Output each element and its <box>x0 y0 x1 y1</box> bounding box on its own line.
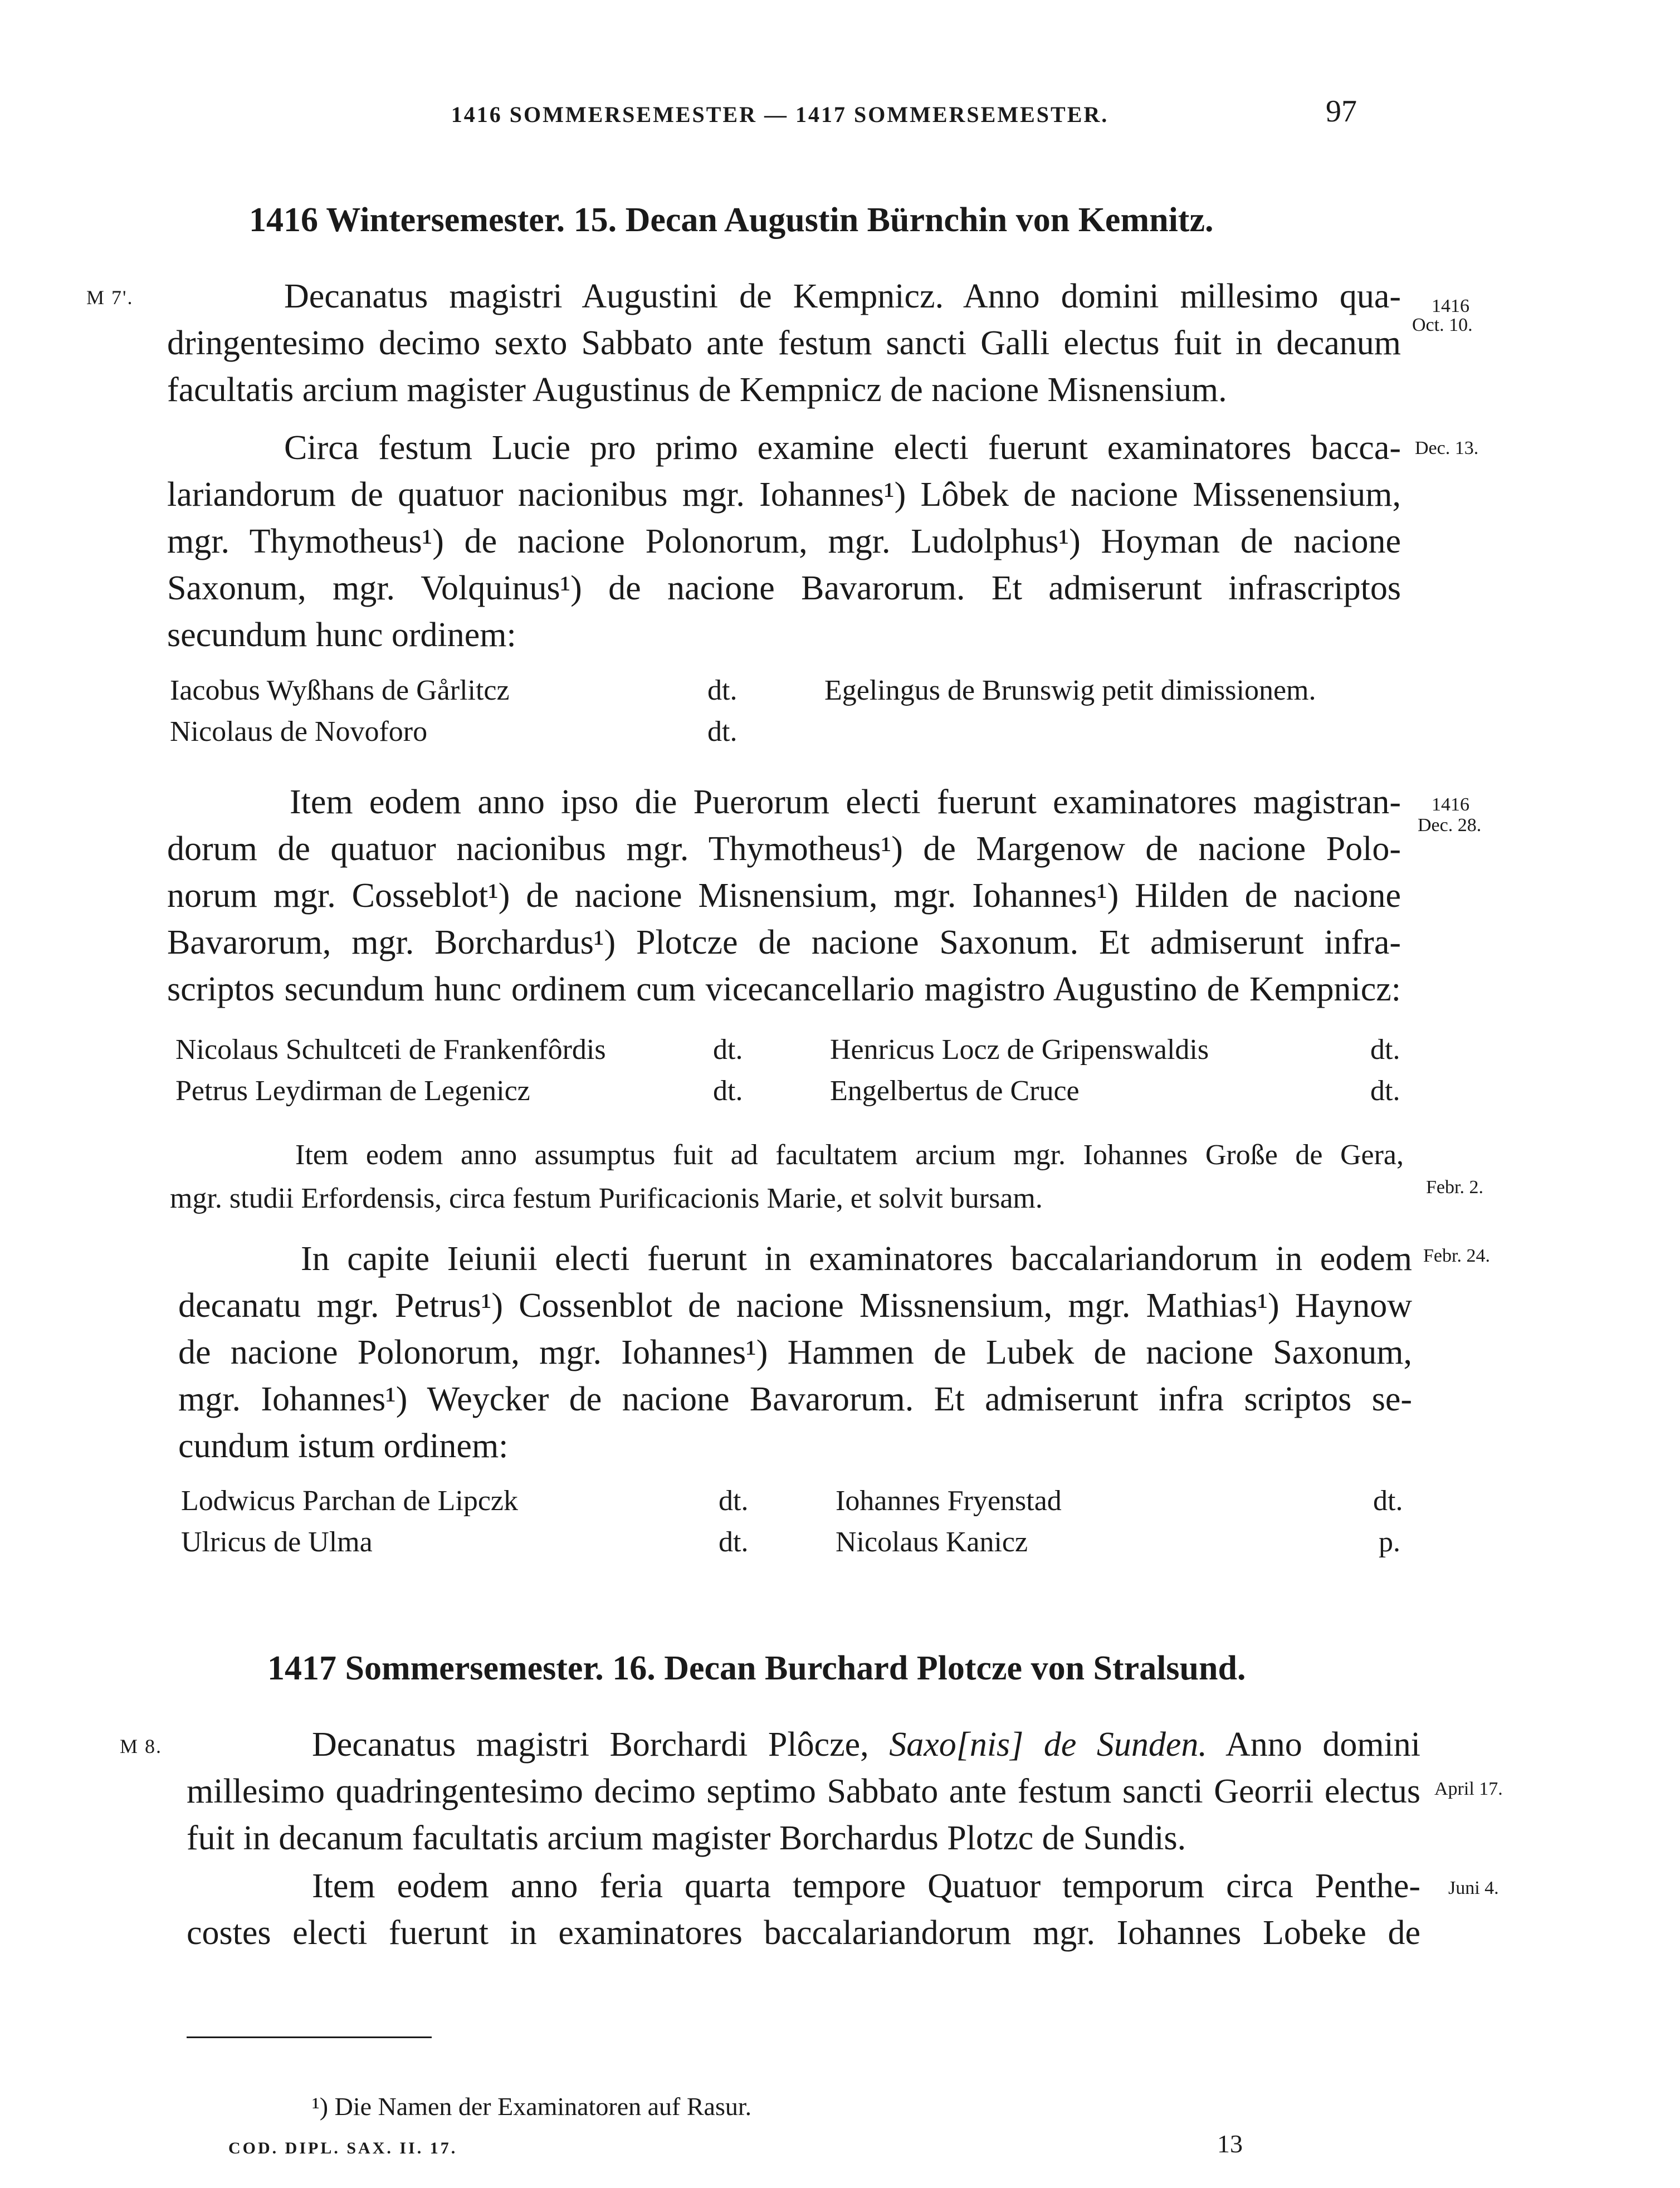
footer-sheet-number: 13 <box>1217 2130 1243 2158</box>
roster-magistri-1 <box>175 1033 1423 1116</box>
margin-date-juni4: Juni 4. <box>1448 1878 1499 1898</box>
text-line: mgr. Thymotheus¹) de nacione Polonorum, mgr. Ludolphus¹) Hoyman de nacione <box>167 522 1401 560</box>
roster-row <box>170 674 1418 715</box>
roster-name-2: Nicolaus Kanicz <box>836 1526 1028 1558</box>
margin-date-febr24: Febr. 24. <box>1423 1246 1490 1266</box>
roster-name: Nicolaus Schultceti de Frankenfôrdis <box>175 1034 606 1066</box>
paragraph-decanatus-borchardi <box>187 1721 1420 1862</box>
margin-date-oct10: Oct. 10. <box>1412 315 1473 335</box>
text-line: norum mgr. Cosseblot¹) de nacione Misnensium, mgr. Iohannes¹) Hilden de nacione <box>167 877 1401 915</box>
paragraph-circa-festum-lucie <box>167 424 1401 658</box>
text-line: Decanatus magistri Augustini de Kempnicz. Anno domini millesimo qua- <box>284 277 1401 315</box>
roster-baccalarii-2 <box>181 1484 1429 1567</box>
text-line: lariandorum de quatuor nacionibus mgr. Iohannes¹) Lôbek de nacione Missenensium, <box>167 476 1401 514</box>
roster-row <box>175 1033 1423 1075</box>
text-line: mgr. studii Erfordensis, circa festum Purificacionis Marie, et solvit bursam. <box>170 1183 1043 1214</box>
text-line <box>187 1721 1420 1768</box>
roster-row <box>181 1526 1429 1567</box>
roster-mark-2: dt. <box>1373 1485 1403 1517</box>
roster-name-2: Egelingus de Brunswig petit dimissionem. <box>824 675 1316 706</box>
note-assumptus-grosse <box>170 1134 1404 1220</box>
text-line: secundum hunc ordinem: <box>167 616 516 654</box>
margin-ref-m8: M 8. <box>120 1735 163 1757</box>
section-heading-1416: 1416 Wintersemester. 15. Decan Augustin Bürnchin von Kemnitz. <box>249 201 1214 239</box>
roster-row <box>170 715 1418 756</box>
text-line: Item eodem anno ipso die Puerorum electi fuerunt examinatores magistran- <box>290 783 1401 821</box>
text-line: Circa festum Lucie pro primo examine electi fuerunt examinatores bacca- <box>284 429 1401 467</box>
footnote-rule <box>187 2036 432 2038</box>
footnote: ¹) Die Namen der Examinatoren auf Rasur. <box>312 2092 752 2121</box>
text-span-italic: Saxo[nis] de Sunden. <box>889 1726 1207 1764</box>
roster-name: Nicolaus de Novoforo <box>170 716 428 748</box>
roster-name-2: Engelbertus de Cruce <box>830 1075 1080 1107</box>
text-line: facultatis arcium magister Augustinus de Kempnicz de nacione Misnensium. <box>167 371 1227 409</box>
text-line: millesimo quadringentesimo decimo septimo Sabbato ante festum sancti Georrii electus <box>187 1772 1420 1810</box>
margin-ref-m7: M 7'. <box>86 286 134 309</box>
text-line: de nacione Polonorum, mgr. Iohannes¹) Hammen de Lubek de nacione Saxonum, <box>178 1334 1412 1371</box>
paragraph-die-puerorum <box>167 779 1401 1013</box>
text-line: fuit in decanum facultatis arcium magister Borchardus Plotzc de Sundis. <box>187 1819 1186 1857</box>
roster-name: Ulricus de Ulma <box>181 1526 373 1558</box>
margin-date-april17: April 17. <box>1434 1779 1503 1799</box>
text-line: dorum de quatuor nacionibus mgr. Thymotheus¹) de Margenow de nacione Polo- <box>167 830 1401 868</box>
page-number: 97 <box>1326 94 1357 129</box>
text-line: Saxonum, mgr. Volquinus¹) de nacione Bavarorum. Et admiserunt infrascriptos <box>167 569 1401 607</box>
roster-mark: dt. <box>719 1485 749 1517</box>
text-line: scriptos secundum hunc ordinem cum vicecancellario magistro Augustino de Kempnicz: <box>167 970 1401 1008</box>
margin-date-febr2: Febr. 2. <box>1426 1177 1483 1198</box>
margin-date-year-1416b: 1416 <box>1432 794 1469 815</box>
roster-name-2: Henricus Locz de Gripenswaldis <box>830 1034 1209 1066</box>
roster-mark-2: p. <box>1379 1526 1400 1558</box>
roster-mark-2: dt. <box>1370 1034 1400 1066</box>
margin-date-dec28: Dec. 28. <box>1418 815 1482 836</box>
roster-name: Iacobus Wyßhans de Gårlitcz <box>170 675 510 706</box>
section-heading-1417: 1417 Sommersemester. 16. Decan Burchard Plotcze von Stralsund. <box>267 1649 1246 1687</box>
text-span: Anno domini <box>1207 1726 1421 1764</box>
roster-mark: dt. <box>713 1075 743 1107</box>
roster-baccalarii-1 <box>170 674 1418 756</box>
roster-name: Lodwicus Parchan de Lipczk <box>181 1485 519 1517</box>
roster-mark: dt. <box>707 675 738 706</box>
roster-row <box>175 1075 1423 1116</box>
running-head <box>0 94 1680 127</box>
text-line: Item eodem anno assumptus fuit ad facultatem arcium mgr. Iohannes Große de Gera, <box>295 1139 1404 1171</box>
paragraph-feria-quarta <box>187 1863 1420 1956</box>
roster-name: Petrus Leydirman de Legenicz <box>175 1075 530 1107</box>
roster-row <box>181 1484 1429 1526</box>
margin-date-dec13: Dec. 13. <box>1415 438 1479 458</box>
roster-mark-2: dt. <box>1370 1075 1400 1107</box>
running-head-title: 1416 SOMMERSEMESTER — 1417 SOMMERSEMESTER. <box>451 102 1109 127</box>
roster-mark: dt. <box>707 716 738 748</box>
text-line: dringentesimo decimo sexto Sabbato ante festum sancti Galli electus fuit in decanum <box>167 324 1401 362</box>
paragraph-in-capite-ieiunii <box>178 1235 1412 1469</box>
footer-signature: COD. DIPL. SAX. II. 17. <box>228 2139 458 2157</box>
text-line: decanatu mgr. Petrus¹) Cossenblot de nacione Missnensium, mgr. Mathias¹) Haynow <box>178 1287 1412 1325</box>
text-line: In capite Ieiunii electi fuerunt in examinatores baccalariandorum in eodem <box>301 1240 1412 1278</box>
text-line: mgr. Iohannes¹) Weycker de nacione Bavarorum. Et admiserunt infra scriptos se- <box>178 1380 1412 1418</box>
text-line: cundum istum ordinem: <box>178 1427 509 1465</box>
text-line: Bavarorum, mgr. Borchardus¹) Plotcze de nacione Saxonum. Et admiserunt infra- <box>167 924 1401 961</box>
roster-name-2: Iohannes Fryenstad <box>836 1485 1062 1517</box>
margin-date-year-1416: 1416 <box>1432 296 1469 316</box>
roster-mark: dt. <box>713 1034 743 1066</box>
text-line: costes electi fuerunt in examinatores baccalariandorum mgr. Iohannes Lobeke de <box>187 1914 1420 1952</box>
text-line: Item eodem anno feria quarta tempore Quatuor temporum circa Penthe- <box>312 1867 1420 1905</box>
roster-mark: dt. <box>719 1526 749 1558</box>
text-span: Decanatus magistri Borchardi Plôcze, <box>312 1726 890 1764</box>
paragraph-decanatus-augustini <box>167 273 1401 413</box>
